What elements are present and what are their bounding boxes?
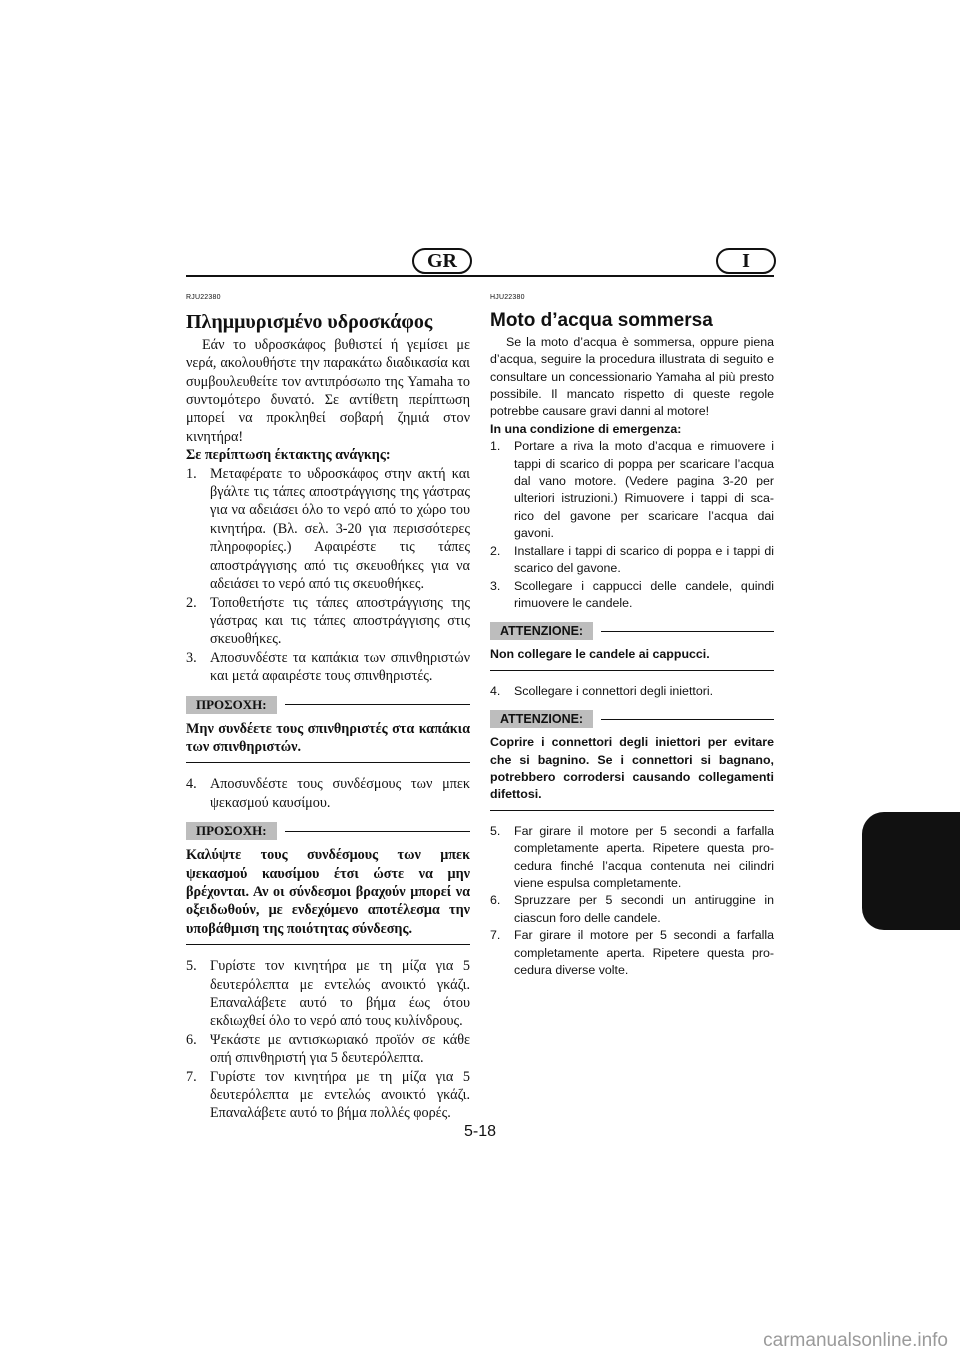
caution-box [186,822,470,945]
step-number: 7. [186,1068,197,1085]
list-item [490,438,774,542]
step-number: 3. [490,578,501,593]
step-number: 2. [186,594,197,611]
caution-label: ΠΡΟΣΟΧΗ: [186,696,277,714]
steps-list [186,465,470,686]
step-number: 6. [186,1031,197,1048]
step-text: Scollegare i connettori degli iniettori. [514,683,714,698]
step-text: Ψεκάστε με αντισκωριακό προϊόν σε κάθε οπή σπινθηριστή για 5 δευτερόλεπτα. [210,1031,470,1067]
step-text: Αποσυνδέστε τους συνδέσμους των μπεκ ψεκασμού καυσίμου. [210,776,470,811]
step-text: Portare a riva la moto d’acqua e rimuovere i tappi di scarico di poppa per scaricare l’acqua dal vano motore. (Vedere pagina 3-20 per ulteriori istruzioni.) Rimuovere i tappi di sca-rico del gavone per scaricare l’acqua dai gavoni. [514,439,774,541]
intro-paragraph: Se la moto d’acqua è sommersa, oppure piena d’acqua, seguire la procedura illustrata di seguito e consultare un concessionario Yamaha al più presto possibile. Il mancato rispetto di queste regole potrebbe causare gravi danni al motore! [490,334,774,419]
caution-box [490,710,774,811]
watermark: carmanualsonline.info [763,1330,948,1351]
step-number: 1. [490,439,501,454]
caution-label: ΠΡΟΣΟΧΗ: [186,822,277,840]
list-item [490,578,774,613]
emergency-subheading: Σε περίπτωση έκτακτης ανάγκης: [186,447,391,464]
steps-list [490,823,774,980]
italian-column [490,283,774,979]
list-item [186,1031,470,1068]
emergency-subheading: In una condizione di emergenza: [490,421,682,436]
step-number: 3. [186,649,197,666]
list-item [490,823,774,893]
step-text: Far girare il motore per 5 secondi a farfalla completamente aperta. Ripetere questa pro-cedura diverse volte. [514,928,774,977]
list-item [490,892,774,927]
intro-paragraph: Εάν το υδροσκάφος βυθιστεί ή γεμίσει με νερά, ακολουθήστε την παρακάτω διαδικασία και συμβουλευθείτε τον αντιπρόσωπο της Yamaha το συντομότερο δυνατό. Σε αντίθετη περίπτωση μπορεί να προκληθεί σοβαρή ζημιά στον κινητήρα! [186,336,470,445]
list-item [490,927,774,979]
list-item [186,1068,470,1123]
caution-rule [285,831,470,832]
page-number: 5-18 [463,1123,497,1140]
steps-list [490,683,774,700]
list-item [186,594,470,649]
list-item [186,649,470,686]
section-title: Moto d’acqua sommersa [490,310,713,332]
caution-rule [601,631,774,632]
step-number: 4. [490,683,501,698]
list-item [490,543,774,578]
list-item [490,683,774,700]
chapter-thumb-tab [862,812,960,930]
list-item [186,957,470,1031]
steps-list [490,438,774,612]
section-title: Πλημμυρισμένο υδροσκάφος [186,311,433,334]
step-number: 5. [490,823,501,838]
step-text: Τοποθετήστε τις τάπες αποστράγγισης της γάστρας και τις τάπες αποστράγγισης στις σκευοθήκες. [210,594,470,648]
caution-box [490,622,774,670]
caution-box [186,696,470,764]
step-number: 5. [186,958,197,975]
step-text: Spruzzare per 5 secondi un antiruggine in ciascun foro delle candele. [514,893,774,925]
section-code: HJU22380 [490,294,525,301]
steps-list [186,957,470,1123]
caution-text: Coprire i connettori degli iniettori per evitare che si bagnino. Se i connettori si bagnano, potrebbero corrodersi causando collegamenti difettosi. [490,734,774,811]
greek-column [186,283,470,1123]
step-text: Μεταφέρατε το υδροσκάφος στην ακτή και βγάλτε τις τάπες αποστράγγισης της γάστρας για να αδειάσει όλο το νερό από το χώρο του κινητήρα. (Βλ. σελ. 3-20 για περισσότερες πληροφορίες.) Αφαιρέστε τις τάπες αποστράγγισης από τις σκευοθήκες για να αδειάσει το νερό από τις σκευοθήκες. [210,465,470,593]
caution-text: Μην συνδέετε τους σπινθηριστές στα καπάκια των σπινθηριστών. [186,720,470,764]
caution-label: ATTENZIONE: [490,622,593,640]
step-text: Scollegare i cappucci delle candele, quindi rimuovere le candele. [514,578,774,610]
step-text: Installare i tappi di scarico di poppa e i tappi di scarico del gavone. [514,543,774,576]
step-text: Far girare il motore per 5 secondi a farfalla completamente aperta. Ripetere questa pro-cedura finché l’acqua contenuta nei cilindri viene espulsa completamente. [514,823,774,890]
header-rule [186,275,774,277]
step-number: 6. [490,893,501,908]
caution-text: Non collegare le candele ai cappucci. [490,646,774,670]
step-text: Αποσυνδέστε τα καπάκια των σπινθηριστών και μετά αφαιρέστε τους σπινθηριστές. [210,649,470,685]
step-number: 2. [490,543,501,558]
section-code: RJU22380 [186,294,221,301]
step-number: 1. [186,465,197,482]
language-tag-italian: I [716,248,776,274]
step-number: 4. [186,776,197,793]
caution-rule [285,704,470,705]
step-text: Γυρίστε τον κινητήρα με τη μίζα για 5 δευτερόλεπτα με εντελώς ανοικτό γκάζι. Επαναλάβετε αυτό το βήμα πολλές φορές. [210,1068,470,1122]
list-item [186,775,470,812]
step-number: 7. [490,928,501,943]
caution-label: ATTENZIONE: [490,710,593,728]
step-text: Γυρίστε τον κινητήρα με τη μίζα για 5 δευτερόλεπτα με εντελώς ανοικτό γκάζι. Επαναλάβετε αυτό το βήμα έως ότου εκδιωχθεί όλο το νερό από τους κυλίνδρους. [210,958,470,1030]
caution-text: Καλύψτε τους συνδέσμους των μπεκ ψεκασμού καυσίμου έτσι ώστε να μην βρέχονται. Αν οι σύνδεσμοι βραχούν μπορεί να οξειδωθούν, με ενδεχόμενο αποτέλεσμα την υποβάθμιση της ποιότητας σύνδεσης. [186,846,470,945]
caution-rule [601,719,774,720]
language-tag-greek: GR [412,248,472,274]
steps-list [186,775,470,812]
list-item [186,465,470,594]
